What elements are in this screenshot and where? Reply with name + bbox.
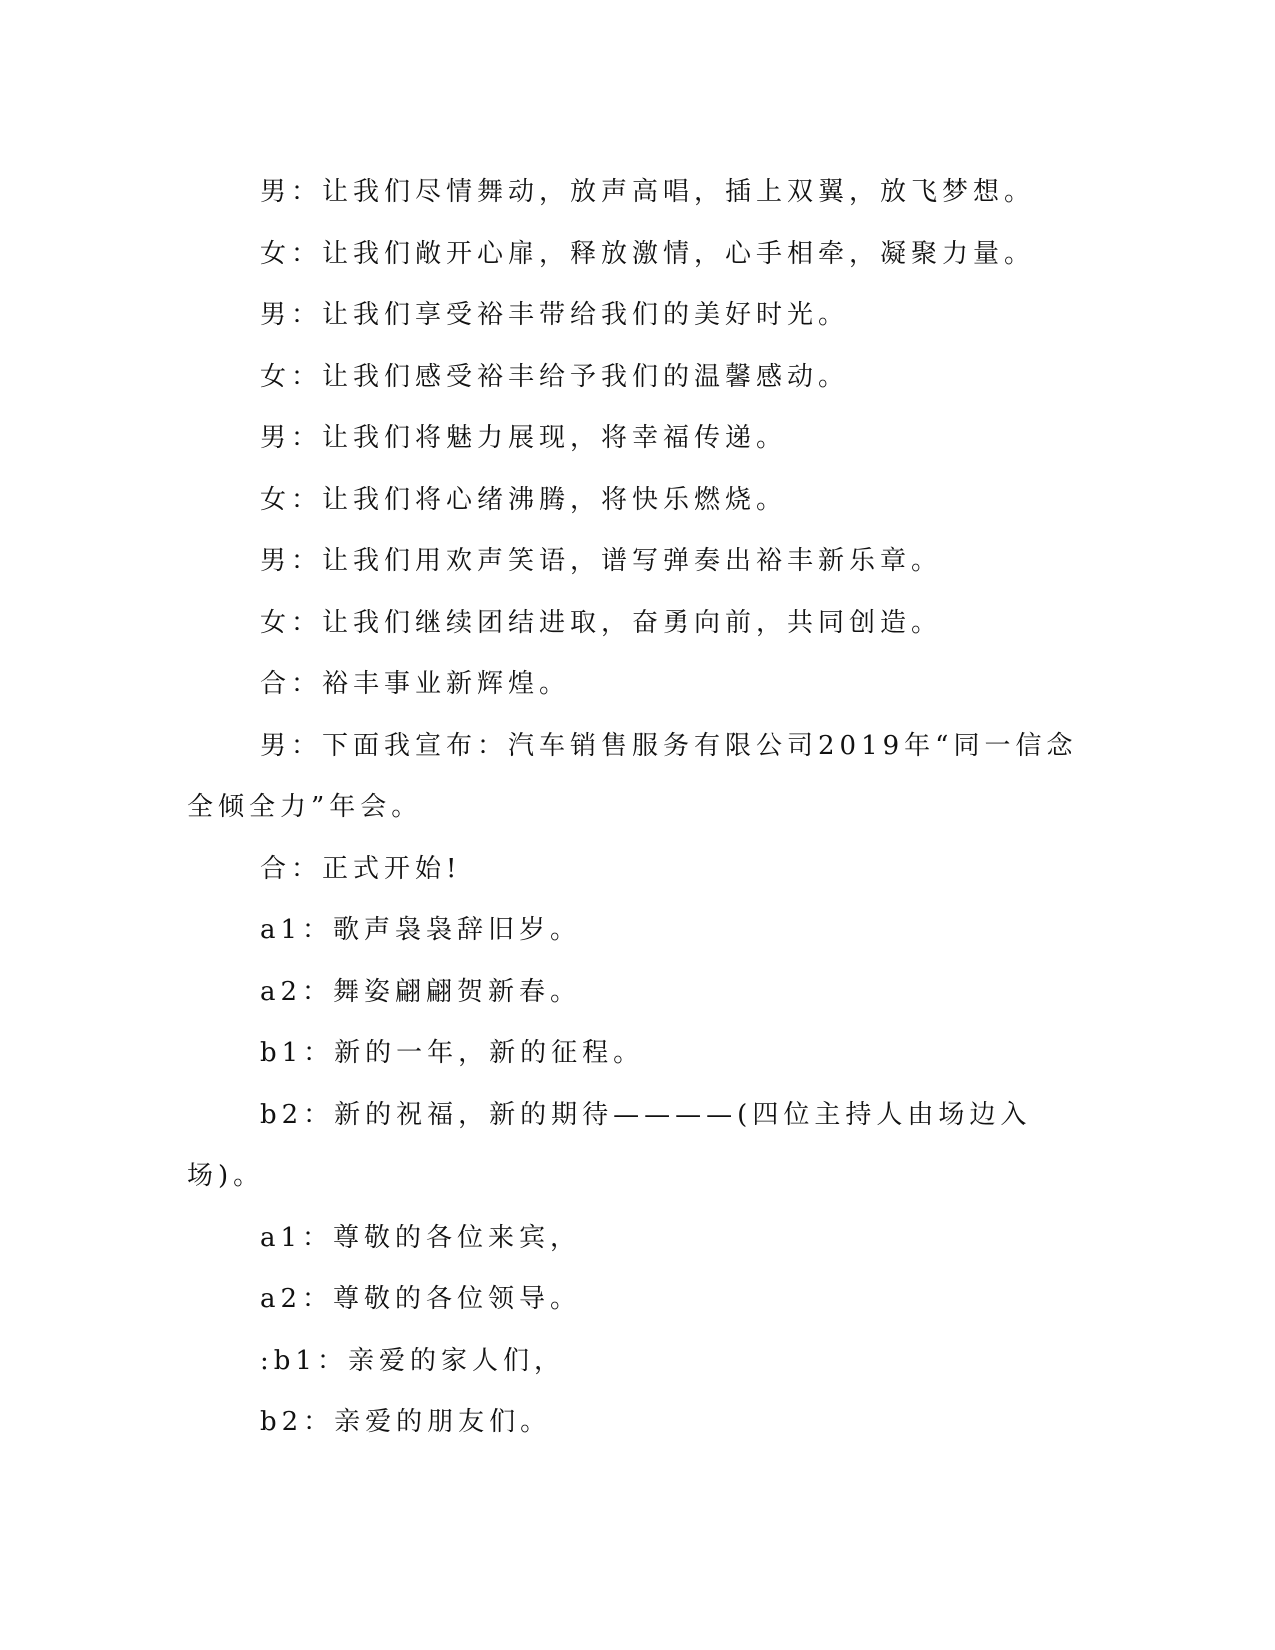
script-line: 男：让我们将魅力展现，将幸福传递。: [260, 423, 788, 453]
script-line: a1：歌声袅袅辞旧岁。: [260, 915, 582, 945]
script-line: 男：让我们用欢声笑语，谱写弹奏出裕丰新乐章。: [260, 546, 943, 576]
script-line: b2：亲爱的朋友们。: [260, 1407, 552, 1437]
script-line: 男：让我们享受裕丰带给我们的美好时光。: [260, 300, 850, 330]
script-line: 女：让我们感受裕丰给予我们的温馨感动。: [260, 361, 850, 392]
document-body: [187, 162, 1087, 1454]
script-line-announcement: 男：下面我宣布：汽车销售服务有限公司2019年“同一信念全倾全力”年会。: [187, 730, 1078, 822]
script-line: a2：舞姿翩翩贺新春。: [260, 976, 582, 1007]
script-line: 女：让我们将心绪沸腾，将快乐燃烧。: [260, 484, 788, 515]
script-line: 合：正式开始!: [260, 853, 462, 884]
script-line: 男：让我们尽情舞动，放声高唱，插上双翼，放飞梦想。: [260, 177, 1036, 207]
script-line: b1：新的一年，新的征程。: [260, 1038, 645, 1068]
script-line: a1：尊敬的各位来宾，: [260, 1222, 582, 1253]
script-line: 女：让我们敞开心扉，释放激情，心手相牵，凝聚力量。: [260, 238, 1036, 269]
script-line: 合：裕丰事业新辉煌。: [260, 669, 571, 699]
script-line: b2：新的祝福，新的期待————(四位主持人由场边入场)。: [187, 1099, 1032, 1191]
script-line: :b1：亲爱的家人们，: [260, 1345, 565, 1376]
script-line: a2：尊敬的各位领导。: [260, 1284, 582, 1314]
script-line: 女：让我们继续团结进取，奋勇向前，共同创造。: [260, 607, 943, 638]
